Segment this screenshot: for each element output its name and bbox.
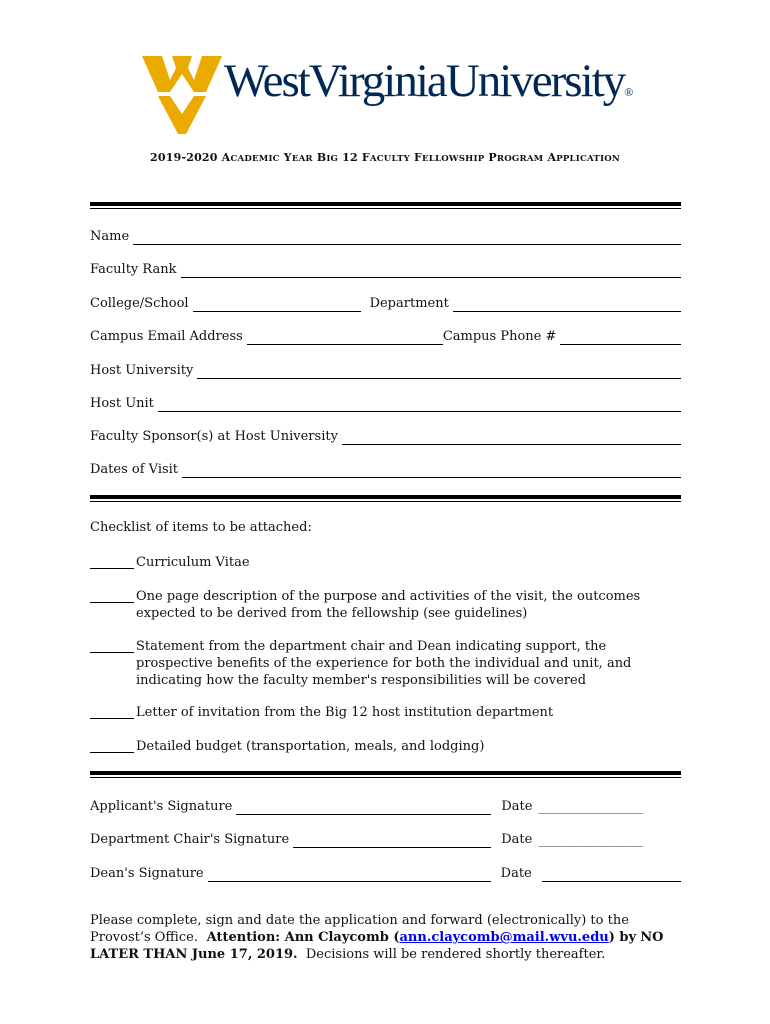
date-label: Date	[500, 866, 532, 881]
form-title	[0, 151, 770, 164]
college-department-row	[90, 292, 681, 312]
chair-signature-row	[90, 828, 681, 848]
host-unit-field[interactable]	[158, 397, 681, 412]
form-title-text: 2019-2020 ACADEMIC YEAR BIG 12 FACULTY FELLOWSHIP PROGRAM APPLICATION	[150, 151, 620, 164]
name-field[interactable]	[133, 230, 681, 245]
checklist-item	[90, 738, 681, 755]
email-phone-row	[90, 325, 681, 345]
date-field[interactable]: ___________________	[538, 801, 643, 814]
faculty-sponsor-row	[90, 425, 681, 445]
dates-of-visit-label: Dates of Visit	[90, 462, 179, 477]
department-field[interactable]	[453, 297, 681, 312]
campus-email-field[interactable]	[247, 330, 443, 345]
wvu-logo	[142, 52, 637, 134]
host-university-row	[90, 359, 681, 379]
name-label: Name	[90, 229, 130, 244]
checklist-item	[90, 638, 681, 689]
flying-wv-icon	[142, 52, 222, 134]
deadline-text: NO LATER THAN June 17, 2019.	[90, 930, 664, 962]
divider	[90, 202, 681, 209]
checklist-item-text: Detailed budget (transportation, meals, and lodging)	[136, 739, 485, 754]
decision-text: Decisions will be rendered shortly thereafter.	[305, 947, 606, 962]
contact-email-link[interactable]: ann.claycomb@mail.wvu.edu	[399, 930, 609, 945]
applicant-signature-row	[90, 795, 681, 815]
campus-email-label: Campus Email Address	[90, 329, 243, 344]
host-unit-row	[90, 392, 681, 412]
faculty-rank-label: Faculty Rank	[90, 262, 177, 277]
divider	[90, 495, 681, 502]
faculty-rank-field[interactable]	[181, 263, 682, 278]
faculty-rank-row	[90, 258, 681, 278]
dates-of-visit-field[interactable]	[182, 463, 681, 478]
chair-signature-label: Department Chair's Signature	[90, 832, 290, 847]
host-unit-label: Host Unit	[90, 396, 154, 411]
checklist-item-text: One page description of the purpose and activities of the visit, the outcomes expected to be derived from the fellowship (see guidelines)	[136, 589, 641, 621]
department-label: Department	[369, 296, 449, 311]
host-university-label: Host University	[90, 363, 194, 378]
logo-wordmark: WestVirginiaUniversity®	[224, 55, 632, 107]
submission-instructions	[90, 912, 690, 963]
host-university-field[interactable]	[197, 364, 681, 379]
name-row	[90, 225, 681, 245]
dean-signature-row	[90, 862, 681, 882]
applicant-signature-label: Applicant's Signature	[90, 799, 233, 814]
checklist-blank[interactable]	[90, 554, 134, 569]
date-label: Date	[501, 832, 533, 847]
instructions-text: Please complete, sign and date the application and forward (electronically) to the Provost’s Office.	[90, 913, 629, 945]
checklist-heading: Checklist of items to be attached:	[90, 520, 312, 535]
campus-phone-label: Campus Phone #	[442, 329, 557, 344]
dates-of-visit-row	[90, 458, 681, 478]
attention-text: Attention: Ann Claycomb (	[206, 930, 400, 945]
faculty-sponsor-label: Faculty Sponsor(s) at Host University	[90, 429, 338, 444]
chair-signature-field[interactable]	[293, 833, 491, 848]
dean-signature-label: Dean's Signature	[90, 866, 204, 881]
dean-signature-field[interactable]	[208, 867, 491, 882]
date-field[interactable]	[542, 867, 681, 882]
date-label: Date	[501, 799, 533, 814]
faculty-sponsor-field[interactable]	[342, 430, 681, 445]
checklist-item-text: Curriculum Vitae	[136, 555, 250, 570]
checklist-blank[interactable]	[90, 638, 134, 653]
checklist-blank[interactable]	[90, 704, 134, 719]
date-field[interactable]: ___________________	[538, 834, 643, 847]
checklist-item-text: Letter of invitation from the Big 12 host institution department	[136, 705, 554, 720]
checklist-blank[interactable]	[90, 588, 134, 603]
checklist-item	[90, 554, 681, 571]
college-school-field[interactable]	[193, 297, 361, 312]
college-school-label: College/School	[90, 296, 189, 311]
checklist-item-text: Statement from the department chair and Dean indicating support, the prospective benefits of the experience for both the individual and unit, and indicating how the faculty member's responsibilities will be covered	[136, 639, 632, 688]
attention-end-text: ) by	[608, 930, 637, 945]
divider	[90, 771, 681, 778]
campus-phone-field[interactable]	[560, 330, 681, 345]
registered-mark: ®	[624, 85, 632, 99]
checklist-item	[90, 704, 681, 721]
checklist-blank[interactable]	[90, 738, 134, 753]
applicant-signature-field[interactable]	[236, 800, 491, 815]
checklist-item	[90, 588, 681, 622]
